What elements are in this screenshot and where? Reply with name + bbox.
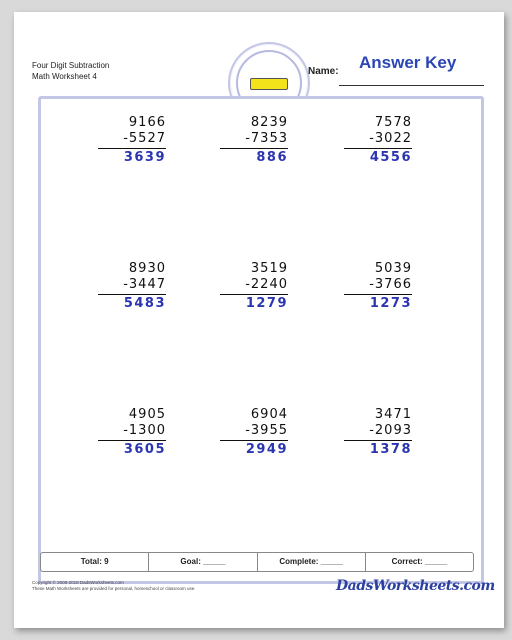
answer: 3605 [123,442,166,457]
copyright-line-2: These Math Worksheets are provided for personal, homeschool or classroom use. [32,586,196,591]
subtrahend: -3766 [369,277,412,292]
minuend: 6904 [250,407,288,422]
answer: 2949 [245,442,288,457]
problem-3 [342,115,412,166]
answer: 5483 [123,296,166,311]
score-footer [40,552,474,572]
minuend: 3519 [250,261,288,276]
problem-4 [96,261,166,312]
complete-cell[interactable]: Complete: _____ [258,553,366,571]
answer-key-text: Answer Key [359,53,457,72]
name-label: Name: [308,66,339,77]
name-field[interactable] [339,72,484,86]
eraser-icon [250,78,288,90]
subtrahend: -1300 [123,423,166,438]
subtrahend: -3447 [123,277,166,292]
minuend: 5039 [374,261,412,276]
goal-cell[interactable]: Goal: _____ [149,553,257,571]
correct-cell[interactable]: Correct: _____ [391,557,448,566]
answer: 1279 [245,296,288,311]
problem-2 [218,115,288,166]
problem-8 [218,407,288,458]
worksheet-page [14,12,504,628]
problem-6 [342,261,412,312]
total-cell: Total: 9 [41,553,149,571]
title-line-2: Math Worksheet 4 [32,72,97,81]
subtrahend: -2240 [245,277,288,292]
answer: 3639 [123,150,166,165]
minuend: 4905 [128,407,166,422]
problem-7 [96,407,166,458]
answer: 4556 [369,150,412,165]
title-line-1: Four Digit Subtraction [32,61,110,70]
subtrahend: -7353 [245,131,288,146]
problem-5 [218,261,288,312]
subtrahend: -3955 [245,423,288,438]
subtrahend: -5527 [123,131,166,146]
minuend: 8930 [128,261,166,276]
subtrahend: -3022 [369,131,412,146]
problems-frame [38,96,484,584]
dadsworksheets-logo[interactable]: DadsWorksheets.com [336,578,495,594]
answer: 886 [256,150,288,165]
minuend: 7578 [374,115,412,130]
problem-1 [96,115,166,166]
worksheet-title [32,60,109,82]
minuend: 9166 [128,115,166,130]
minuend: 3471 [374,407,412,422]
copyright-notice [32,580,196,592]
minuend: 8239 [250,115,288,130]
copyright-line-1: Copyright © 2008-2018 DadsWorksheets.com [32,580,124,585]
subtrahend: -2093 [369,423,412,438]
answer: 1378 [369,442,412,457]
problem-9 [342,407,412,458]
answer: 1273 [369,296,412,311]
